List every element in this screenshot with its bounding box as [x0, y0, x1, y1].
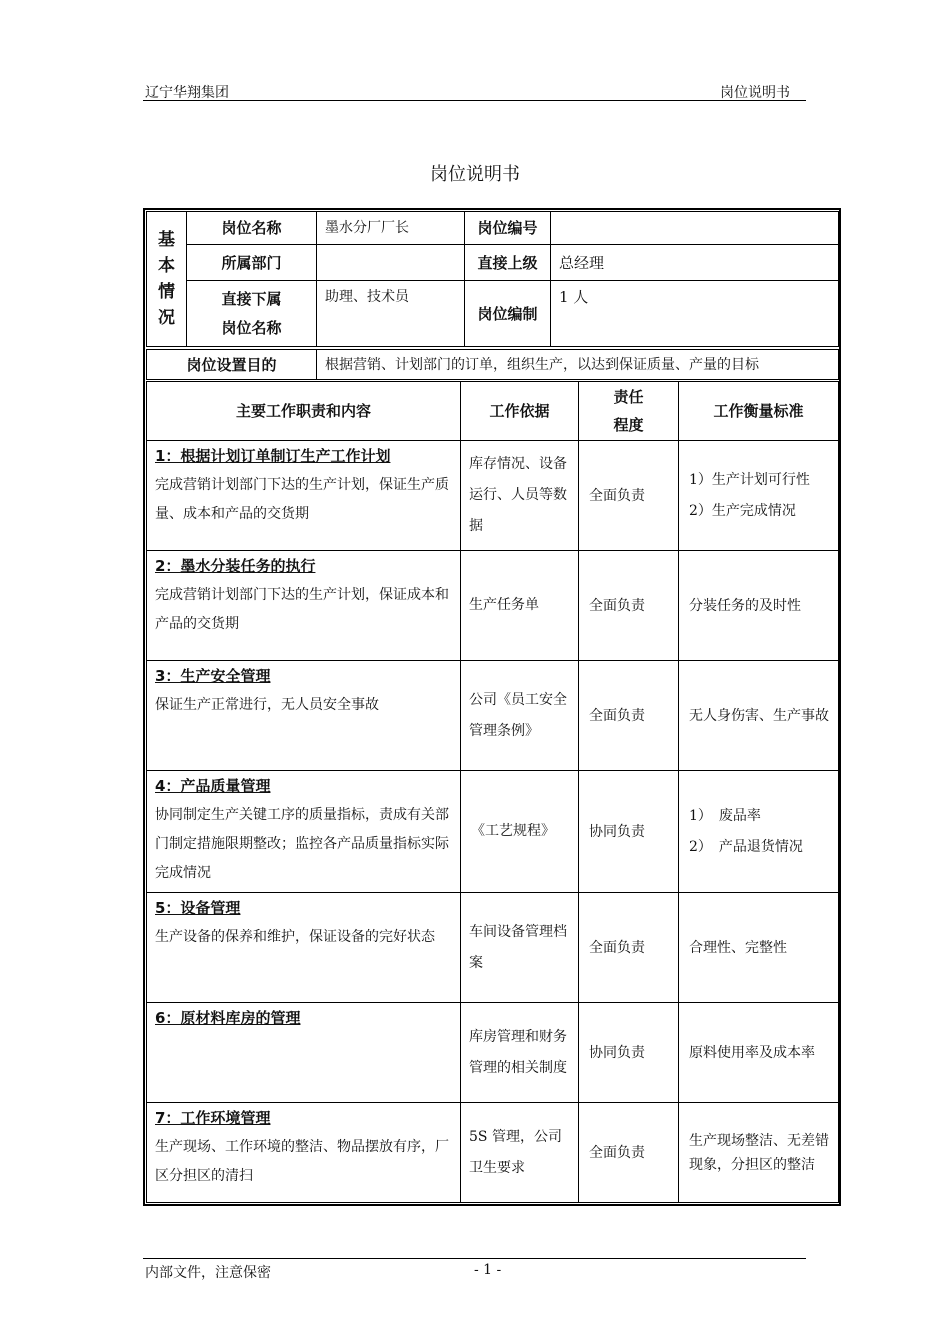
header-rule: [143, 100, 806, 101]
duty-basis: 库存情况、设备运行、人员等数据: [461, 441, 579, 551]
header-doc-type: 岗位说明书: [720, 85, 790, 101]
duty-desc: 生产设备的保养和维护，保证设备的完好状态: [155, 929, 435, 945]
headcount-label: 岗位编制: [465, 281, 551, 347]
duties-header-standard: 工作衡量标准: [679, 382, 839, 441]
duty-title: 7：工作环境管理: [155, 1109, 271, 1127]
duty-basis: 公司《员工安全管理条例》: [461, 661, 579, 771]
duty-content: [147, 441, 461, 551]
duty-title: 2：墨水分装任务的执行: [155, 557, 316, 575]
duties-table: [146, 381, 839, 1203]
duty-title: 6：原材料库房的管理: [155, 1009, 301, 1027]
purpose-label: 岗位设置目的: [147, 350, 317, 380]
position-no-label: 岗位编号: [465, 212, 551, 245]
duties-header-resp: 责任 程度: [579, 382, 679, 441]
duty-content: [147, 551, 461, 661]
duty-basis: 生产任务单: [461, 551, 579, 661]
duty-standard: 1）生产计划可行性 2）生产完成情况: [679, 441, 839, 551]
headcount-value: 1 人: [551, 281, 839, 347]
duty-row: [147, 441, 839, 551]
duty-content: [147, 893, 461, 1003]
duty-standard: 分装任务的及时性: [679, 551, 839, 661]
duties-header-basis: 工作依据: [461, 382, 579, 441]
duty-resp: 协同负责: [579, 1003, 679, 1103]
duty-row: [147, 771, 839, 893]
duty-standard: 生产现场整洁、无差错现象，分担区的整洁: [679, 1103, 839, 1203]
subordinate-label: 直接下属 岗位名称: [187, 281, 317, 347]
duty-row: [147, 661, 839, 771]
duty-content: [147, 771, 461, 893]
duty-resp: 全面负责: [579, 661, 679, 771]
duty-row: [147, 551, 839, 661]
duty-content: [147, 661, 461, 771]
duty-resp: 全面负责: [579, 893, 679, 1003]
footer-note: 内部文件，注意保密: [145, 1265, 271, 1281]
duty-standard: 1） 废品率 2） 产品退货情况: [679, 771, 839, 893]
dept-label: 所属部门: [187, 245, 317, 281]
superior-label: 直接上级: [465, 245, 551, 281]
position-name-value: 墨水分厂厂长: [317, 212, 465, 245]
duty-desc: 完成营销计划部门下达的生产计划，保证生产质量、成本和产品的交货期: [155, 477, 449, 522]
duty-desc: 保证生产正常进行，无人员安全事故: [155, 697, 379, 713]
basic-info-table: [146, 211, 839, 347]
position-no-value: [551, 212, 839, 245]
dept-value: [317, 245, 465, 281]
duty-resp: 全面负责: [579, 551, 679, 661]
superior-value: 总经理: [551, 245, 839, 281]
duties-header-content: 主要工作职责和内容: [147, 382, 461, 441]
duty-standard: 无人身伤害、生产事故: [679, 661, 839, 771]
purpose-value: 根据营销、计划部门的订单，组织生产，以达到保证质量、产量的目标: [317, 350, 839, 380]
duty-title: 3：生产安全管理: [155, 667, 271, 685]
duty-row: [147, 1103, 839, 1203]
duty-row: [147, 893, 839, 1003]
duty-content: [147, 1003, 461, 1103]
duty-basis: 库房管理和财务管理的相关制度: [461, 1003, 579, 1103]
subordinate-value: 助理、技术员: [317, 281, 465, 347]
duty-basis: 5S 管理，公司卫生要求: [461, 1103, 579, 1203]
duty-desc: 协同制定生产关键工序的质量指标，责成有关部门制定措施限期整改；监控各产品质量指标实际完成情况: [155, 807, 449, 881]
page-title: 岗位说明书: [430, 164, 520, 185]
header-company: 辽宁华翔集团: [145, 85, 229, 101]
duty-desc: 生产现场、工作环境的整洁、物品摆放有序，厂区分担区的清扫: [155, 1139, 449, 1184]
duty-row: [147, 1003, 839, 1103]
position-name-label: 岗位名称: [187, 212, 317, 245]
duty-title: 4：产品质量管理: [155, 777, 271, 795]
basic-section-label: 基 本 情 况: [147, 212, 187, 347]
footer-page-number: - 1 -: [474, 1262, 502, 1278]
duty-resp: 全面负责: [579, 441, 679, 551]
duty-title: 5：设备管理: [155, 899, 241, 917]
duty-title: 1：根据计划订单制订生产工作计划: [155, 447, 391, 465]
duty-standard: 合理性、完整性: [679, 893, 839, 1003]
duty-desc: 完成营销计划部门下达的生产计划，保证成本和产品的交货期: [155, 587, 449, 632]
duty-basis: 《工艺规程》: [461, 771, 579, 893]
footer-rule: [143, 1258, 806, 1259]
duty-standard: 原料使用率及成本率: [679, 1003, 839, 1103]
duty-basis: 车间设备管理档案: [461, 893, 579, 1003]
duty-resp: 协同负责: [579, 771, 679, 893]
purpose-table: [146, 349, 839, 380]
duty-content: [147, 1103, 461, 1203]
duty-resp: 全面负责: [579, 1103, 679, 1203]
